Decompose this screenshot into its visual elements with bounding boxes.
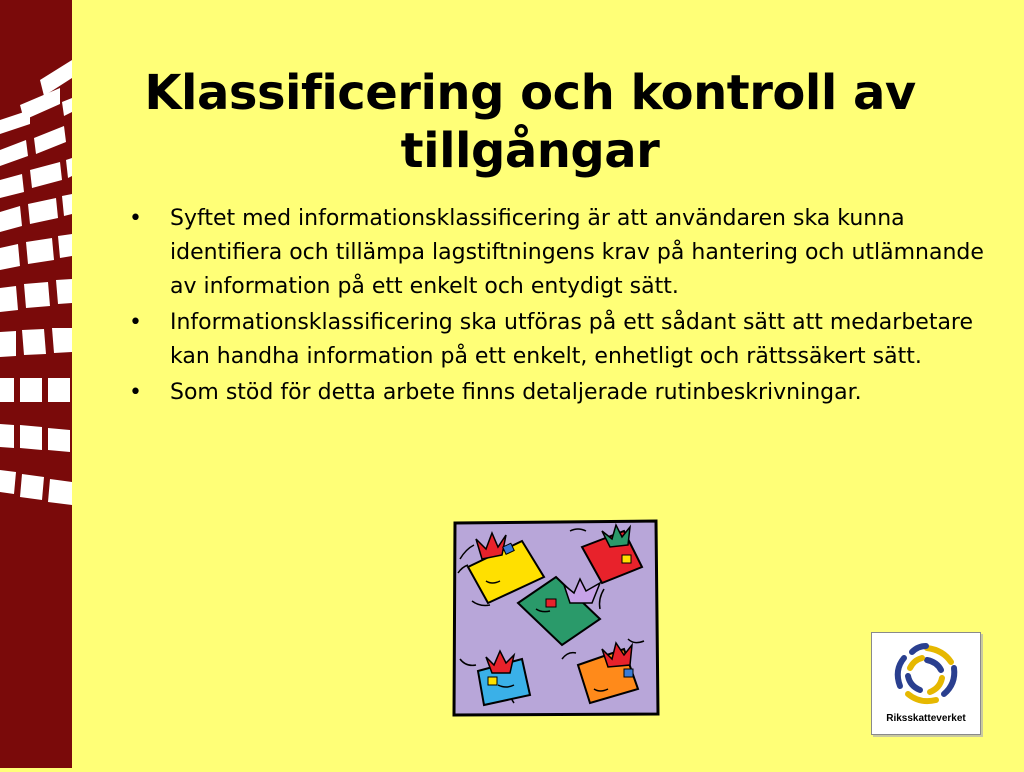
decorative-sidebar: [0, 0, 72, 768]
bullet-text: Syftet med informationsklassificering är att användaren ska kunna identifiera och tillämpa lagstiftningens krav på hantering och utlämnande av information på ett enkelt och entydigt sätt.: [170, 206, 984, 299]
bullet-text: Informationsklassificering ska utföras på ett sådant sätt att medarbetare kan handha information på ett enkelt, enhetligt och rättssäkert sätt.: [170, 310, 974, 369]
bullet-item: [125, 306, 995, 374]
envelopes-clipart: [452, 519, 660, 717]
bullet-item: [125, 202, 995, 304]
bullet-list: [125, 202, 995, 412]
slide-title: Klassificering och kontroll av tillgångar: [144, 65, 916, 180]
bullet-marker: •: [129, 380, 142, 405]
riksskatteverket-logo: [871, 632, 981, 735]
sun-swirl-icon: [890, 638, 964, 708]
bullet-text: Som stöd för detta arbete finns detaljerade rutinbeskrivningar.: [170, 380, 862, 405]
sidebar-pattern: [0, 0, 72, 768]
bullet-marker: •: [129, 310, 142, 335]
bullet-marker: •: [129, 206, 142, 231]
logo-text: Riksskatteverket: [886, 713, 966, 724]
bullet-item: [125, 376, 995, 410]
